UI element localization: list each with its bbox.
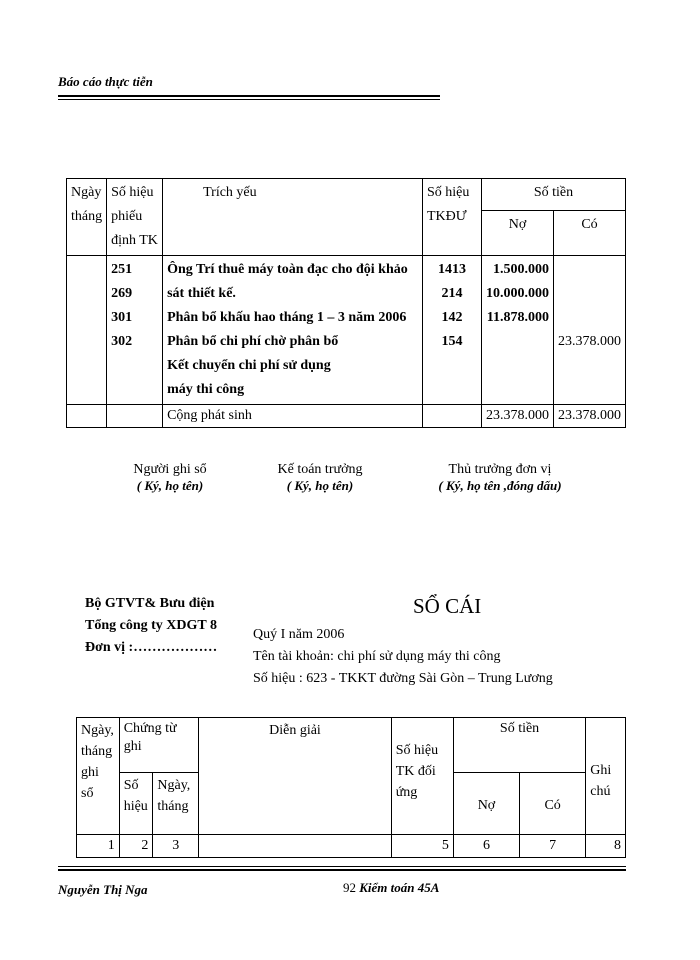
journal-total-row xyxy=(67,405,626,428)
journal-table xyxy=(66,178,626,428)
signature-head xyxy=(430,462,570,494)
col-number: 3 xyxy=(153,835,199,858)
header-rule xyxy=(58,95,440,100)
ledger-meta xyxy=(253,624,553,690)
organization-block xyxy=(85,593,217,659)
row-desc: Phân bổ khấu hao tháng 1 – 3 năm 2006 xyxy=(167,310,407,325)
ledger-account-name: Tên tài khoản: chi phí sử dụng máy thi công xyxy=(253,649,501,664)
ledger-account-code: Số hiệu : 623 - TKKT đường Sài Gòn – Trung Lương xyxy=(253,671,553,686)
ledger-col-amount: Số tiền xyxy=(453,718,585,773)
page-header: Báo cáo thực tiễn xyxy=(58,74,153,89)
signature-role: Kế toán trưởng xyxy=(277,462,363,477)
signature-note: ( Ký, họ tên ,đóng dấu) xyxy=(438,478,562,493)
signature-note: ( Ký, họ tên) xyxy=(136,478,204,493)
ledger-table xyxy=(76,717,626,858)
ledger-column-numbers xyxy=(77,835,626,858)
col-account-header: Số hiệu TKĐƯ xyxy=(422,179,481,256)
body-desc xyxy=(163,256,423,405)
col-number: 1 xyxy=(77,835,120,858)
row-account: 214 xyxy=(441,286,463,301)
col-number: 7 xyxy=(520,835,586,858)
ledger-col-voucher-no: Số hiệu xyxy=(119,772,153,835)
row-account: 154 xyxy=(441,334,463,349)
col-number: 2 xyxy=(119,835,153,858)
ledger-col-date: Ngày, tháng ghi sổ xyxy=(77,718,120,835)
footer-right xyxy=(343,880,439,896)
body-credit xyxy=(553,256,625,405)
row-desc: Kết chuyển chi phí sử dụng xyxy=(167,358,331,373)
signature-role: Thủ trưởng đơn vị xyxy=(448,462,552,477)
org-line: Bộ GTVT& Bưu điện xyxy=(85,596,215,611)
row-debit: 1.500.000 xyxy=(492,262,549,277)
row-desc: Ông Trí thuê máy toàn đạc cho đội khảo sát thiết kế. xyxy=(167,262,408,301)
signature-role: Người ghi sổ xyxy=(133,462,207,477)
page-number: 92 xyxy=(343,880,356,895)
body-debit xyxy=(481,256,553,405)
col-number: 5 xyxy=(391,835,453,858)
row-desc: Phân bổ chi phí chờ phân bổ xyxy=(167,334,339,349)
body-voucher xyxy=(107,256,163,405)
col-amount-header: Số tiền xyxy=(481,179,625,211)
footer-class: Kiểm toán 45A xyxy=(359,880,440,895)
org-line: Tổng công ty XDGT 8 xyxy=(85,618,217,633)
row-debit: 11.878.000 xyxy=(486,310,549,325)
ledger-col-voucher: Chứng từ ghi xyxy=(119,718,199,773)
footer-rule xyxy=(58,866,626,871)
ledger-col-credit: Có xyxy=(520,772,586,835)
ledger-col-note: Ghi chú xyxy=(586,718,626,835)
col-date-header: Ngày tháng xyxy=(67,179,107,256)
col-credit-header: Có xyxy=(553,211,625,256)
total-label: Cộng phát sinh xyxy=(163,405,423,428)
total-credit: 23.378.000 xyxy=(553,405,625,428)
row-voucher: 251 xyxy=(111,262,133,277)
footer-author: Nguyễn Thị Nga xyxy=(58,882,148,897)
row-desc: máy thi công xyxy=(167,382,245,397)
signature-recorder xyxy=(100,462,240,494)
body-account xyxy=(422,256,481,405)
row-credit: 23.378.000 xyxy=(558,334,621,349)
col-voucher-header: Số hiệu phiếu định TK xyxy=(107,179,163,256)
ledger-col-voucher-date: Ngày, tháng xyxy=(153,772,199,835)
row-account: 142 xyxy=(441,310,463,325)
ledger-col-account: Số hiệu TK đối ứng xyxy=(391,718,453,835)
row-debit: 10.000.000 xyxy=(485,286,549,301)
row-voucher: 301 xyxy=(111,310,133,325)
ledger-title: SỔ CÁI xyxy=(413,594,482,618)
total-debit: 23.378.000 xyxy=(481,405,553,428)
signature-chief-accountant xyxy=(250,462,390,494)
row-voucher: 269 xyxy=(111,286,133,301)
col-number xyxy=(199,835,392,858)
body-date xyxy=(67,256,107,405)
col-number: 6 xyxy=(453,835,519,858)
signature-note: ( Ký, họ tên) xyxy=(286,478,354,493)
row-account: 1413 xyxy=(437,262,466,277)
ledger-col-debit: Nợ xyxy=(453,772,519,835)
row-voucher: 302 xyxy=(111,334,133,349)
journal-body xyxy=(67,256,626,405)
ledger-period: Quý I năm 2006 xyxy=(253,627,345,642)
col-desc-header: Trích yếu xyxy=(163,179,423,256)
ledger-col-desc: Diễn giải xyxy=(199,718,392,835)
col-debit-header: Nợ xyxy=(481,211,553,256)
col-number: 8 xyxy=(586,835,626,858)
org-line: Đơn vị :……………… xyxy=(85,640,218,655)
